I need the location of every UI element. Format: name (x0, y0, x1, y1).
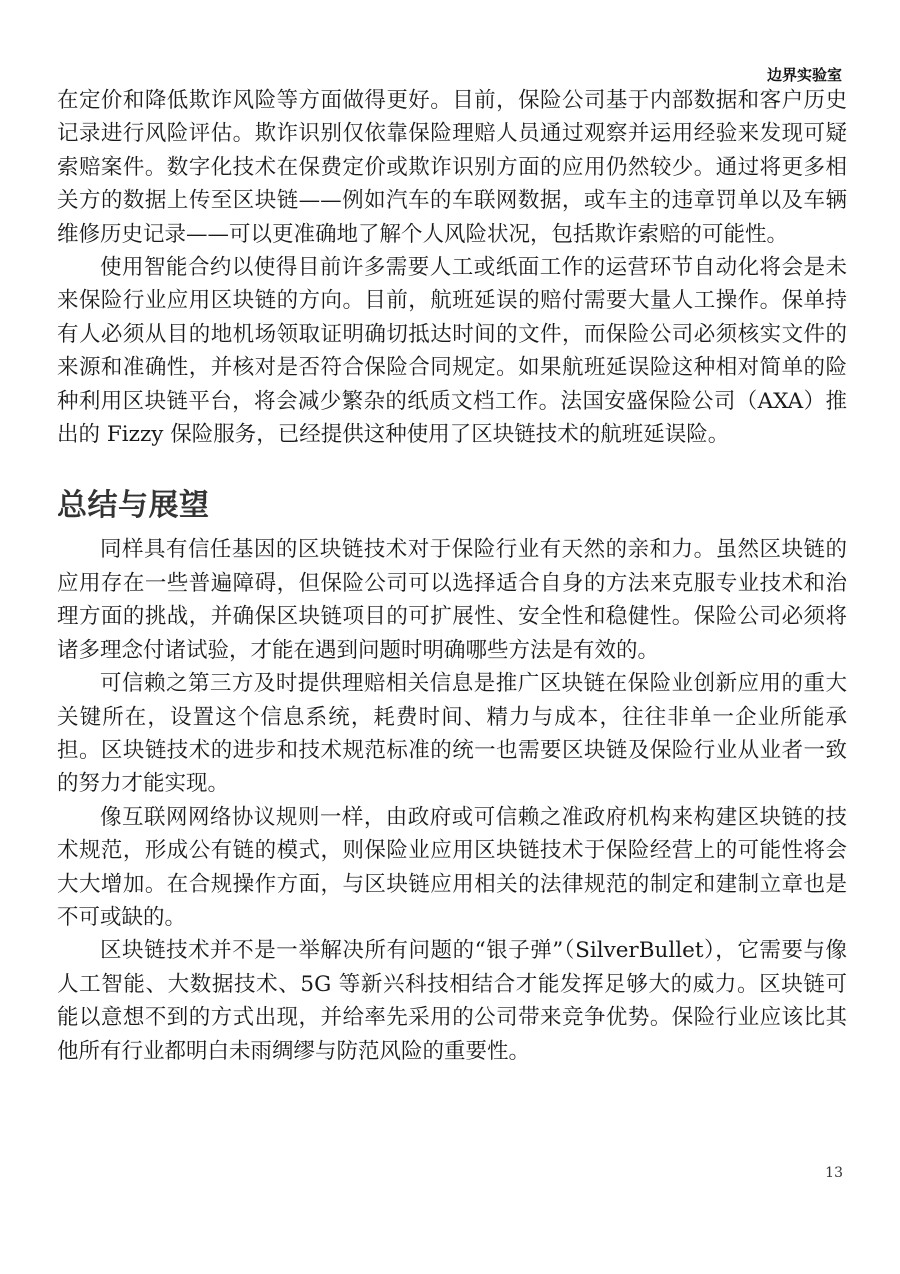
page-number: 13 (825, 1165, 843, 1181)
paragraph-continuation: 在定价和降低欺诈风险等方面做得更好。目前，保险公司基于内部数据和客户历史记录进行风险评估。欺诈识别仅依靠保险理赔人员通过观察并运用经验来发现可疑索赔案件。数字化技术在保费定价或欺诈识别方面的应用仍然较少。通过将更多相关方的数据上传至区块链——例如汽车的车联网数据，或车主的违章罚单以及车辆维修历史记录——可以更准确地了解个人风险状况，包括欺诈索赔的可能性。 (57, 88, 847, 247)
paragraph-summary-3: 像互联网网络协议规则一样，由政府或可信赖之准政府机构来构建区块链的技术规范，形成公有链的模式，则保险业应用区块链技术于保险经营上的可能性将会大大增加。在合规操作方面，与区块链应用相关的法律规范的制定和建制立章也是不可或缺的。 (57, 804, 847, 930)
paragraph-smart-contracts: 使用智能合约以使得目前许多需要人工或纸面工作的运营环节自动化将会是未来保险行业应用区块链的方向。目前，航班延误的赔付需要大量人工操作。保单持有人必须从目的地机场领取证明确切抵达时间的文件，而保险公司必须核实文件的来源和准确性，并核对是否符合保险合同规定。如果航班延误险这种相对简单的险种利用区块链平台，将会减少繁杂的纸质文档工作。法国安盛保险公司（AXA）推出的 Fizzy 保险服务，已经提供这种使用了区块链技术的航班延误险。 (57, 255, 847, 448)
paragraph-summary-1: 同样具有信任基因的区块链技术对于保险行业有天然的亲和力。虽然区块链的应用存在一些普遍障碍，但保险公司可以选择适合自身的方法来克服专业技术和治理方面的挑战，并确保区块链项目的可扩展性、安全性和稳健性。保险公司必须将诸多理念付诸试验，才能在遇到问题时明确哪些方法是有效的。 (57, 537, 847, 663)
section-heading: 总结与展望 (57, 488, 210, 524)
paragraph-summary-2: 可信赖之第三方及时提供理赔相关信息是推广区块链在保险业创新应用的重大关键所在，设置这个信息系统，耗费时间、精力与成本，往往非单一企业所能承担。区块链技术的进步和技术规范标准的统一也需要区块链及保险行业从业者一致的努力才能实现。 (57, 671, 847, 797)
brand-logo: 边界实验室 (766, 66, 842, 84)
article-body (57, 84, 847, 1068)
paragraph-summary-4: 区块链技术并不是一举解决所有问题的“银子弹”（SilverBullet），它需要与像人工智能、大数据技术、5G 等新兴科技相结合才能发挥足够大的威力。区块链可能以意想不到的方式出现，并给率先采用的公司带来竞争优势。保险行业应该比其他所有行业都明白未雨绸缪与防范风险的重要性。 (57, 938, 847, 1064)
